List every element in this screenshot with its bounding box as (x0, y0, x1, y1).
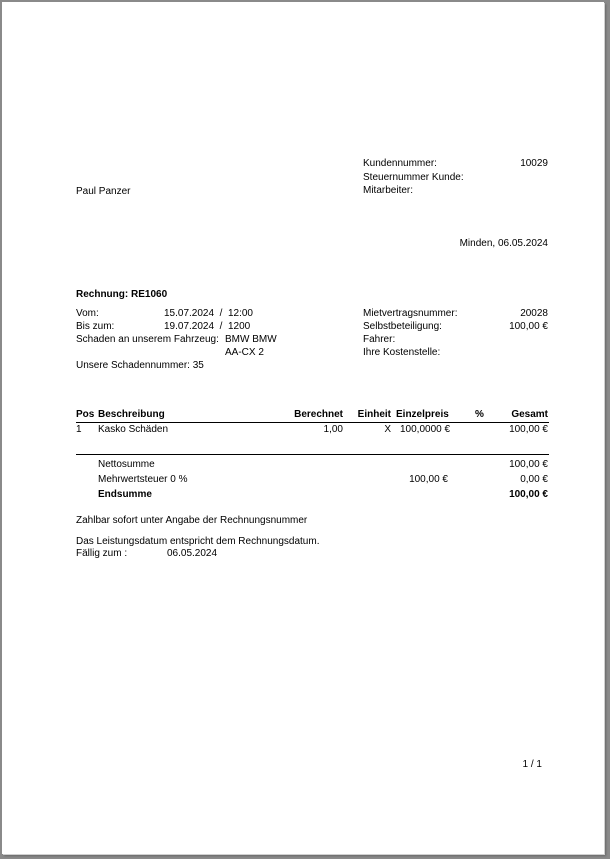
due-label: Fällig zum : (76, 548, 128, 559)
customer-number-label: Kundennummer: (363, 158, 437, 169)
rental-contract-label: Mietvertragsnummer: (363, 308, 458, 319)
col-charged-header: Berechnet (294, 409, 343, 420)
vat-value: 0,00 € (520, 474, 548, 485)
employee-label: Mitarbeiter: (363, 185, 414, 196)
to-label: Bis zum: (76, 321, 115, 332)
payment-note: Zahlbar sofort unter Angabe der Rechnungsnummer (76, 515, 308, 526)
vat-base: 100,00 € (409, 474, 448, 485)
end-label: Endsumme (98, 489, 152, 500)
col-pos-header: Pos (76, 409, 95, 420)
table-header-divider (76, 422, 549, 423)
cost-center-label: Ihre Kostenstelle: (363, 347, 441, 358)
invoice-page (2, 2, 604, 854)
invoice-title: Rechnung: RE1060 (76, 289, 168, 300)
place-date: Minden, 06.05.2024 (459, 238, 548, 249)
damage-vehicle-line1: BMW BMW (225, 334, 277, 345)
col-percent-header: % (475, 409, 484, 420)
recipient-name: Paul Panzer (76, 186, 131, 197)
totals-divider (76, 454, 549, 455)
driver-label: Fahrer: (363, 334, 396, 345)
col-unit-header: Einheit (357, 409, 391, 420)
end-value: 100,00 € (509, 489, 548, 500)
vat-label: Mehrwertsteuer 0 % (98, 474, 188, 485)
net-value: 100,00 € (509, 459, 548, 470)
col-description-header: Beschreibung (98, 409, 165, 420)
col-unit-price-header: Einzelpreis (396, 409, 449, 420)
damage-number-value: 35 (192, 360, 204, 371)
due-value: 06.05.2024 (167, 548, 218, 559)
deductible-label: Selbstbeteiligung: (363, 321, 442, 332)
net-label: Nettosumme (98, 459, 155, 470)
row-unit-price: 100,0000 € (400, 424, 451, 435)
from-value: 15.07.2024 / 12:00 (164, 308, 253, 319)
col-total-header: Gesamt (511, 409, 548, 420)
page-number: 1 / 1 (522, 759, 542, 770)
row-charged: 1,00 (323, 424, 343, 435)
damage-vehicle-line2: AA-CX 2 (225, 347, 264, 358)
damage-vehicle-label: Schaden an unserem Fahrzeug: (76, 334, 219, 345)
rental-contract-value: 20028 (520, 308, 548, 319)
damage-number-label: Unsere Schadennummer: (76, 360, 190, 371)
row-unit: X (384, 424, 391, 435)
row-total: 100,00 € (509, 424, 548, 435)
deductible-value: 100,00 € (509, 321, 548, 332)
customer-number-value: 10029 (520, 158, 548, 169)
to-value: 19.07.2024 / 1200 (164, 321, 251, 332)
row-pos: 1 (76, 424, 82, 435)
from-label: Vom: (76, 308, 99, 319)
service-date-note: Das Leistungsdatum entspricht dem Rechnungsdatum. (76, 536, 320, 547)
tax-number-label: Steuernummer Kunde: (363, 172, 464, 183)
row-description: Kasko Schäden (98, 424, 169, 435)
damage-number (76, 360, 204, 372)
